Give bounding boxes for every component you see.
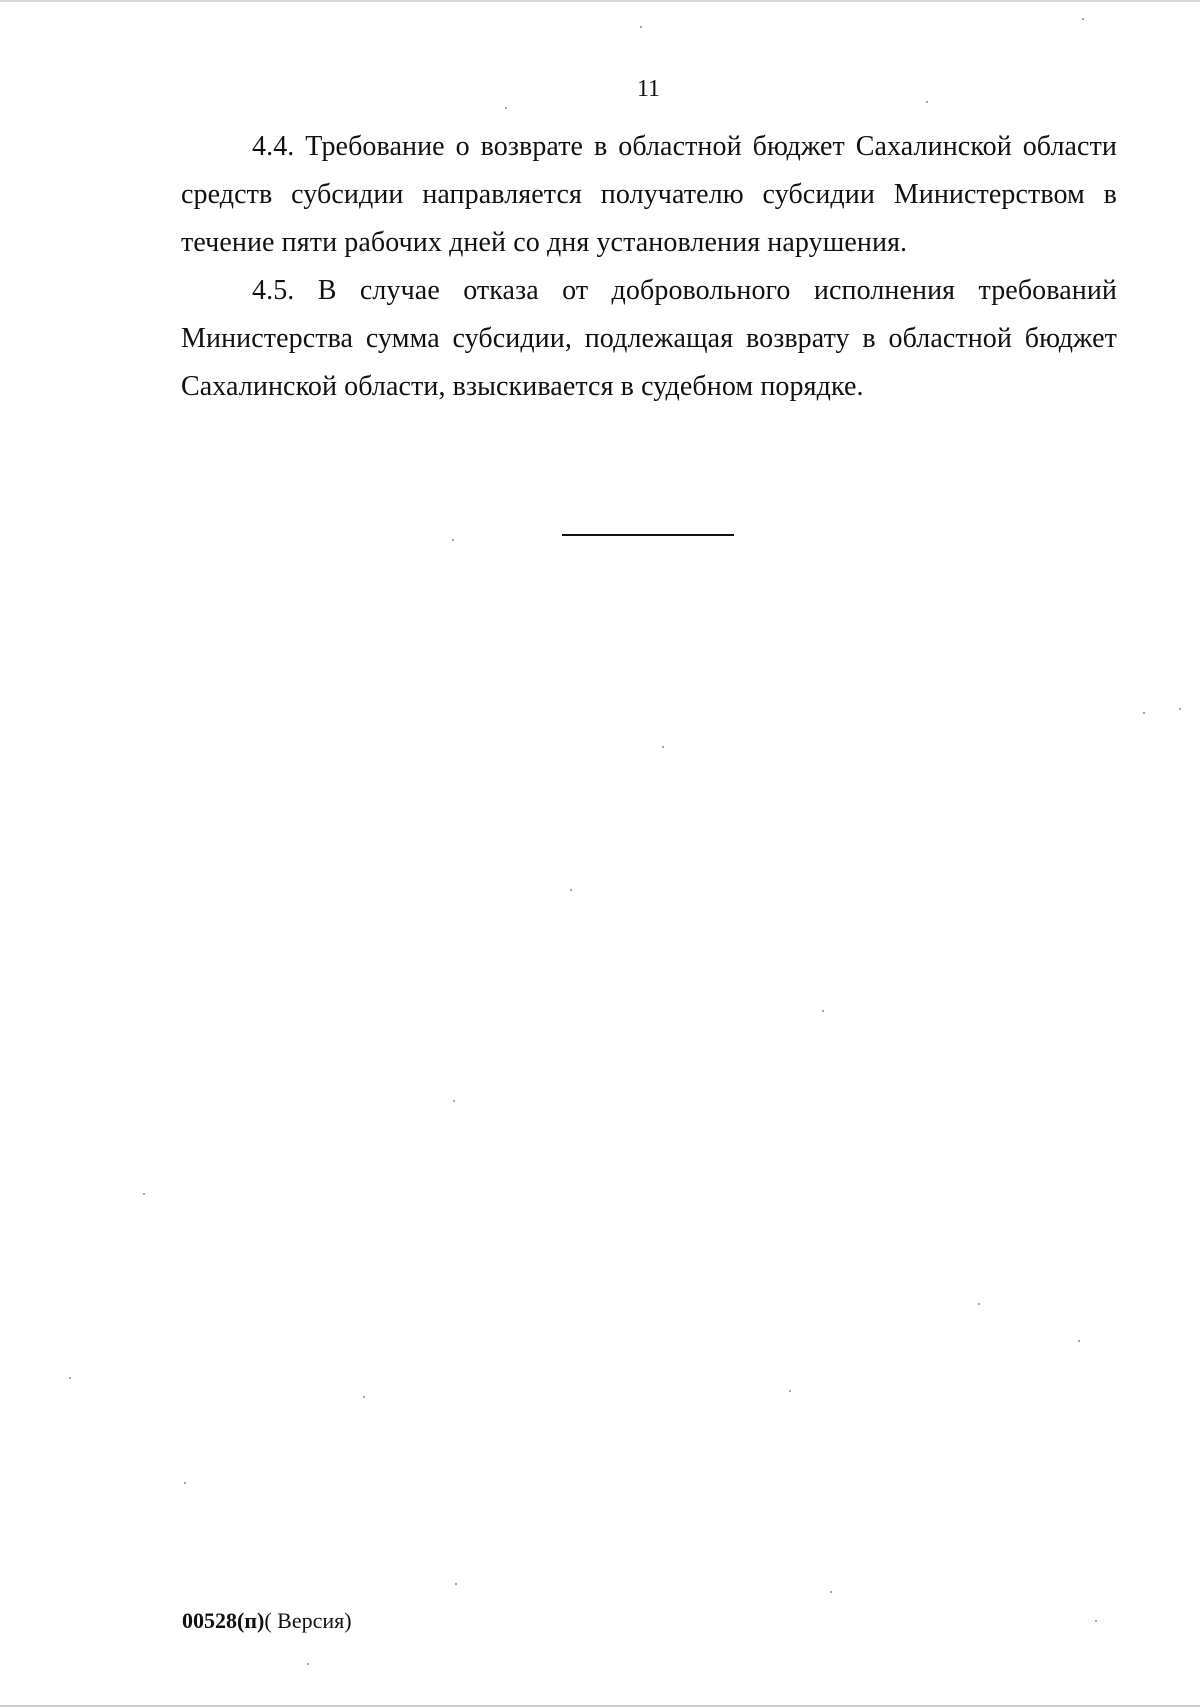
- paragraph-4-5: 4.5. В случае отказа от добровольного исполнения требований Министерства сумма субсидии, подлежащая возврату в областной бюджет Сахалинской области, взыскивается в судебном порядке.: [181, 275, 1117, 402]
- scan-speck: [1082, 18, 1084, 20]
- scan-speck: [978, 1303, 980, 1305]
- scan-speck: [452, 539, 454, 541]
- scan-speck: [455, 1583, 457, 1585]
- scan-speck: [363, 1396, 365, 1398]
- paragraph-4-4: 4.4. Требование о возврате в областной бюджет Сахалинской области средств субсидии направляется получателю субсидии Министерством в течение пяти рабочих дней со дня установления нарушения.: [181, 131, 1117, 258]
- scan-speck: [184, 1482, 186, 1484]
- scan-speck: [1095, 1620, 1097, 1622]
- footer-code-number: 00528(п): [182, 1608, 265, 1633]
- footer-document-code: [182, 1607, 352, 1635]
- page-number: 11: [636, 76, 661, 102]
- scan-speck: [453, 1100, 455, 1102]
- scan-speck: [1143, 712, 1145, 714]
- scan-speck: [662, 746, 664, 748]
- scan-speck: [1179, 708, 1181, 710]
- scan-speck: [505, 107, 507, 109]
- footer-version-label: ( Версия): [264, 1608, 352, 1633]
- scan-speck: [570, 889, 572, 891]
- scan-speck: [822, 1010, 824, 1012]
- scan-speck: [830, 1591, 832, 1593]
- scan-speck: [69, 1377, 71, 1379]
- document-body: [181, 123, 1117, 411]
- scan-speck: [926, 101, 928, 103]
- scan-speck: [143, 1193, 145, 1195]
- end-divider-line: [562, 534, 734, 536]
- scan-speck: [1078, 1340, 1080, 1342]
- scan-speck: [307, 1663, 309, 1665]
- scan-speck: [640, 26, 642, 28]
- scan-top-edge: [0, 0, 1200, 2]
- scan-speck: [789, 1390, 791, 1392]
